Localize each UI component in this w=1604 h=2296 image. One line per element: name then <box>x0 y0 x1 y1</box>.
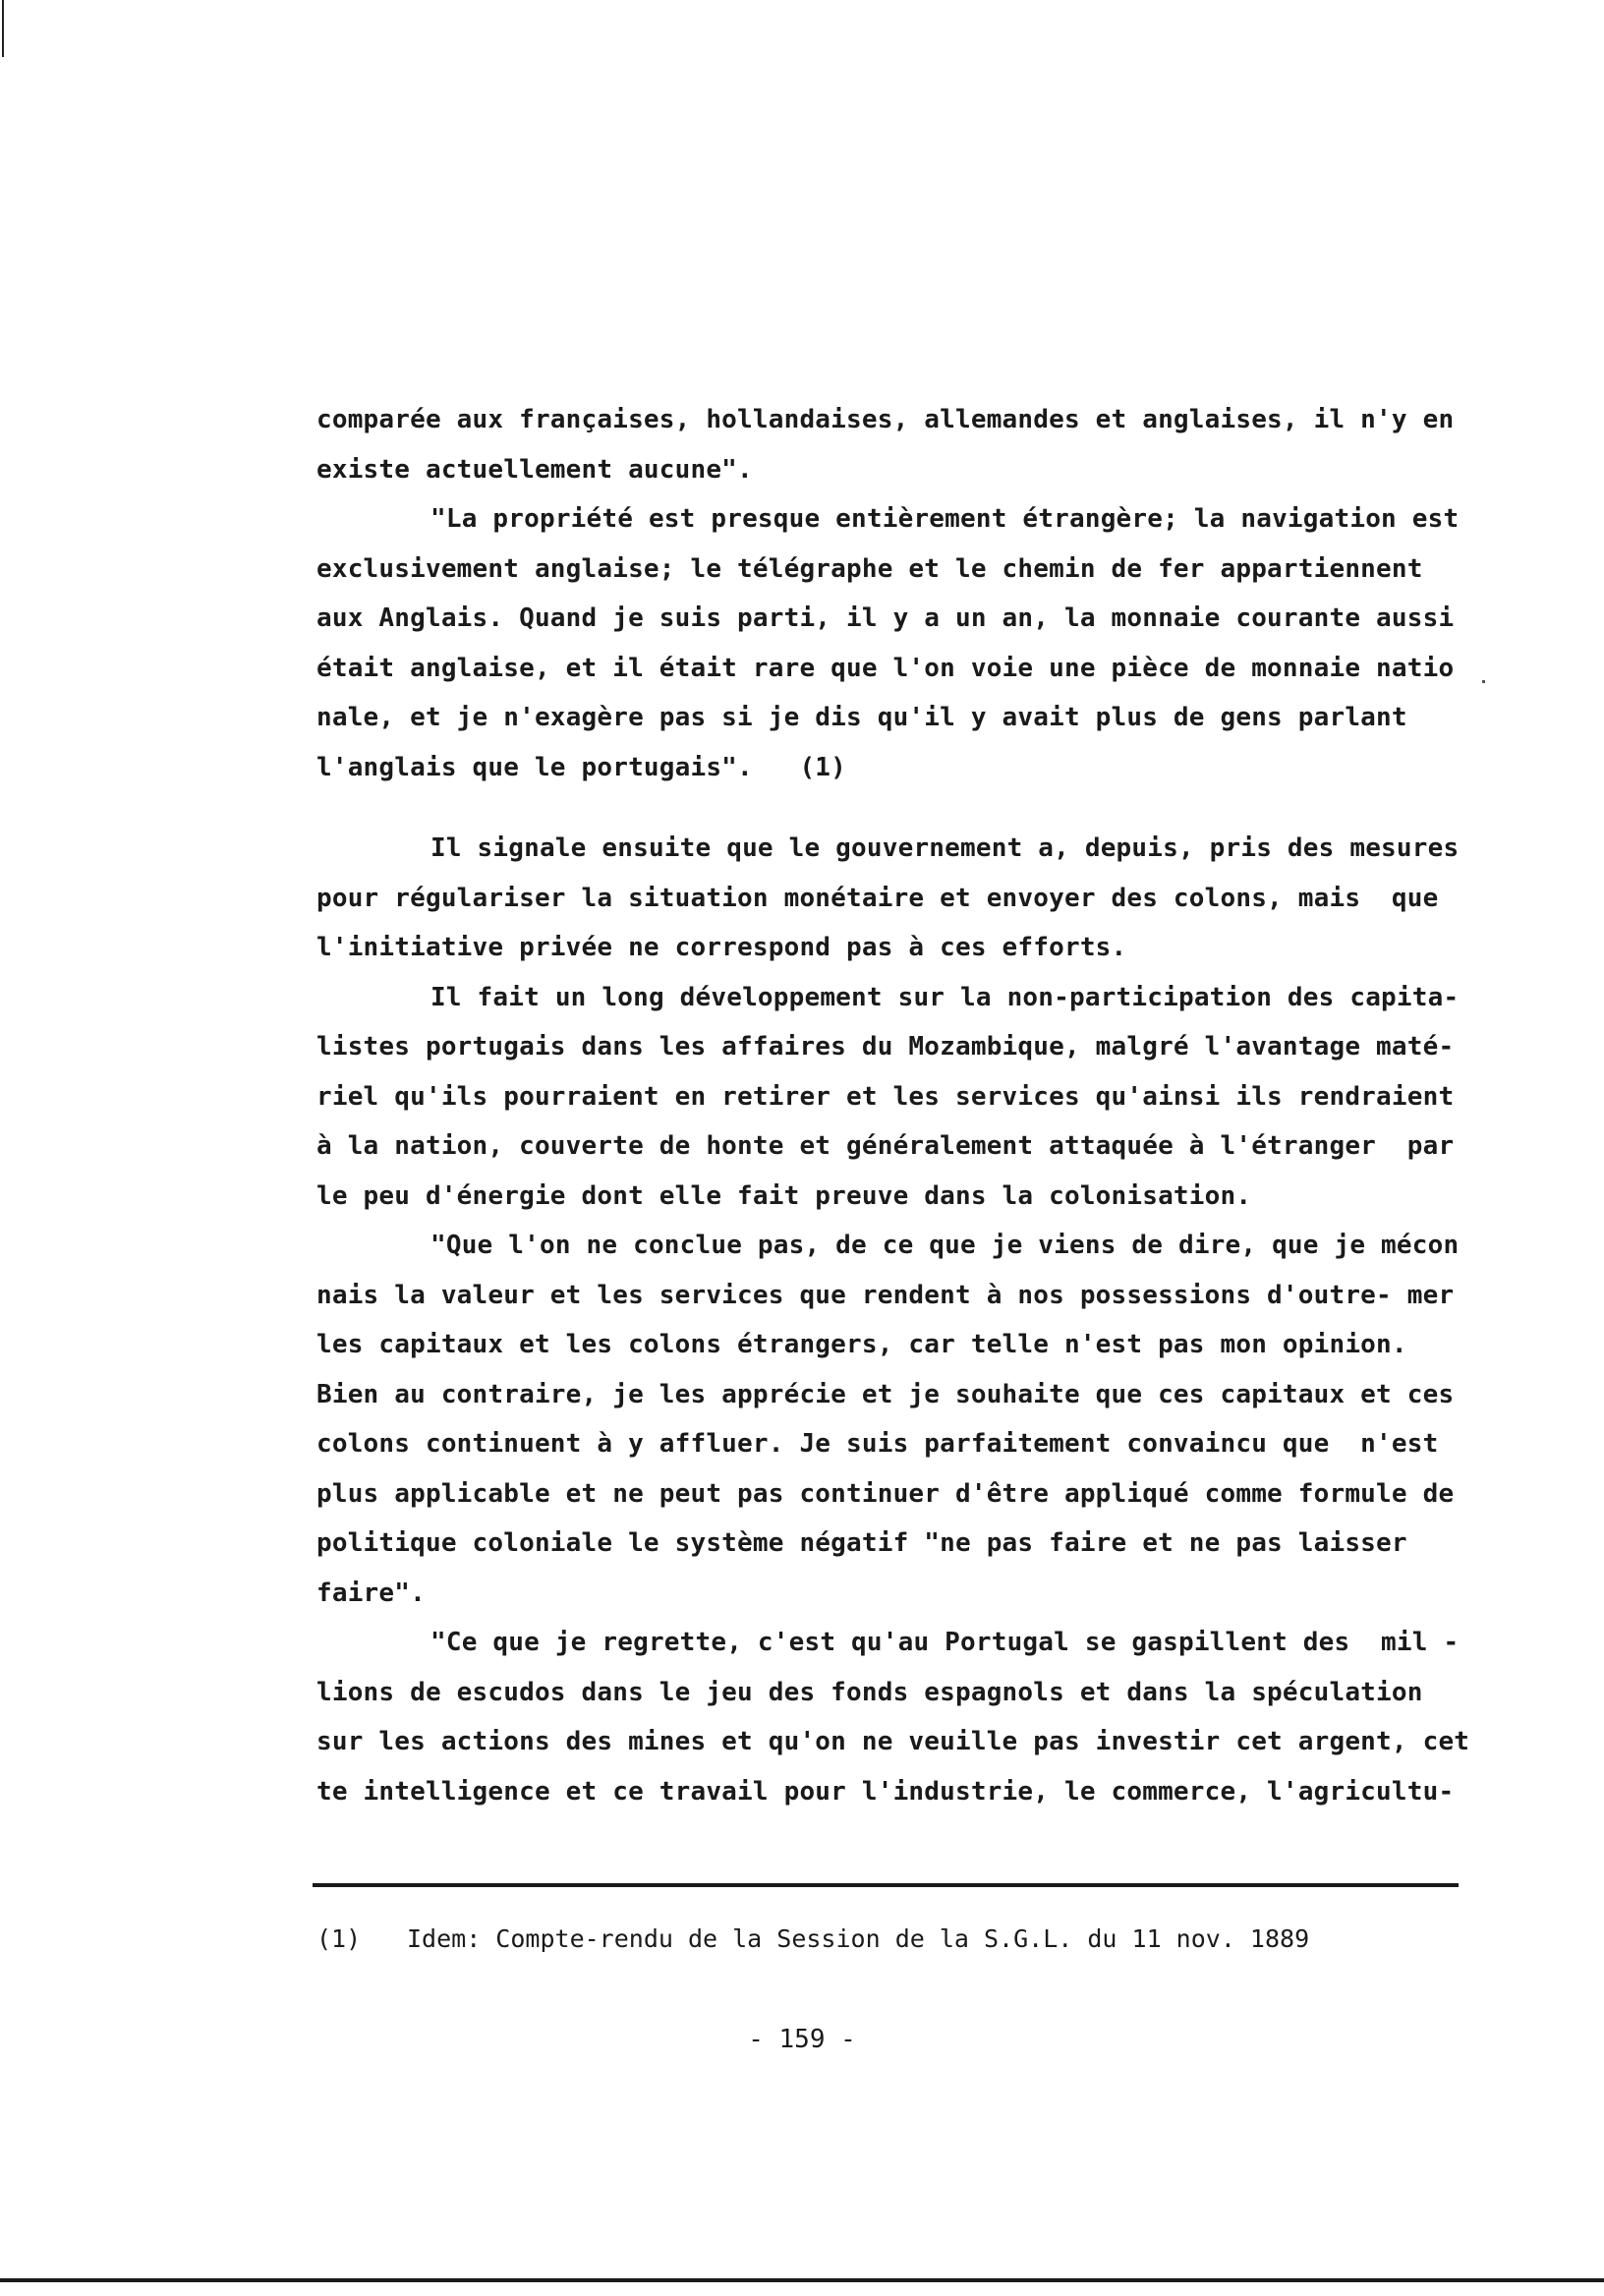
text-line: Il signale ensuite que le gouvernement a, depuis, pris des mesures <box>430 833 1460 863</box>
paragraph <box>316 1221 1460 1618</box>
text-line: te intelligence et ce travail pour l'industrie, le commerce, l'agricultu- <box>316 1776 1455 1807</box>
text-line: Bien au contraire, je les apprécie et je souhaite que ces capitaux et ces <box>316 1379 1455 1409</box>
paragraph <box>316 1618 1470 1816</box>
text-line: le peu d'énergie dont elle fait preuve dans la colonisation. <box>316 1180 1252 1211</box>
text-line: "Que l'on ne conclue pas, de ce que je viens de dire, que je mécon <box>430 1231 1460 1260</box>
text-line: aux Anglais. Quand je suis parti, il y a un an, la monnaie courante aussi <box>316 603 1455 633</box>
body-text <box>316 395 1470 1816</box>
footnote-marker: (1) <box>316 1924 362 1953</box>
text-line: riel qu'ils pourraient en retirer et les services qu'ainsi ils rendraient <box>316 1081 1455 1112</box>
text-line: "La propriété est presque entièrement étrangère; la navigation est <box>430 504 1460 534</box>
text-line: listes portugais dans les affaires du Mozambique, malgré l'avantage maté- <box>316 1032 1455 1062</box>
paragraph <box>316 494 1460 792</box>
text-line: existe actuellement aucune". <box>316 454 753 485</box>
text-line: lions de escudos dans le jeu des fonds espagnols et dans la spéculation <box>316 1677 1423 1707</box>
text-line: Il fait un long développement sur la non-participation des capita- <box>430 982 1460 1012</box>
text-line: pour régulariser la situation monétaire et envoyer des colons, mais que <box>316 883 1439 913</box>
text-line: nais la valeur et les services que rendent à nos possessions d'outre- mer <box>316 1280 1455 1310</box>
text-line: politique coloniale le système négatif "ne pas faire et ne pas laisser <box>316 1528 1407 1558</box>
text-line: était anglaise, et il était rare que l'on voie une pièce de monnaie natio <box>316 653 1455 683</box>
text-line: exclusivement anglaise; le télégraphe et le chemin de fer appartiennent <box>316 553 1423 584</box>
text-line: plus applicable et ne peut pas continuer d'être appliqué comme formule de <box>316 1478 1455 1509</box>
paragraph <box>316 824 1460 973</box>
page-number: - 159 - <box>748 2025 856 2054</box>
text-line: nale, et je n'exagère pas si je dis qu'il y avait plus de gens parlant <box>316 703 1407 732</box>
footnote <box>316 1924 1309 1953</box>
paragraph <box>316 395 1457 494</box>
text-line: à la nation, couverte de honte et généralement attaquée à l'étranger par <box>316 1131 1455 1161</box>
text-line: l'anglais que le portugais". (1) <box>316 752 847 782</box>
text-line: comparée aux françaises, hollandaises, allemandes et anglaises, il n'y en <box>316 405 1455 434</box>
text-line: sur les actions des mines et qu'on ne veuille pas investir cet argent, cet <box>316 1727 1470 1756</box>
paragraph <box>316 973 1460 1222</box>
text-line: colons continuent à y affluer. Je suis parfaitement convaincu que n'est <box>316 1429 1439 1459</box>
scan-bottom-edge-line <box>0 2278 1604 2282</box>
text-line: les capitaux et les colons étrangers, car telle n'est pas mon opinion. <box>316 1330 1407 1359</box>
footnote-text: Idem: Compte-rendu de la Session de la S.G.L. du 11 nov. 1889 <box>407 1924 1310 1953</box>
margin-speck <box>1482 680 1485 683</box>
text-line: l'initiative privée ne correspond pas à ces efforts. <box>316 933 1127 962</box>
scan-left-edge-mark <box>2 0 4 57</box>
paragraph-gap <box>316 792 1457 824</box>
footnote-separator-rule <box>313 1883 1459 1887</box>
text-line: "Ce que je regrette, c'est qu'au Portugal se gaspillent des mil - <box>430 1628 1460 1657</box>
text-line: faire". <box>316 1578 426 1608</box>
